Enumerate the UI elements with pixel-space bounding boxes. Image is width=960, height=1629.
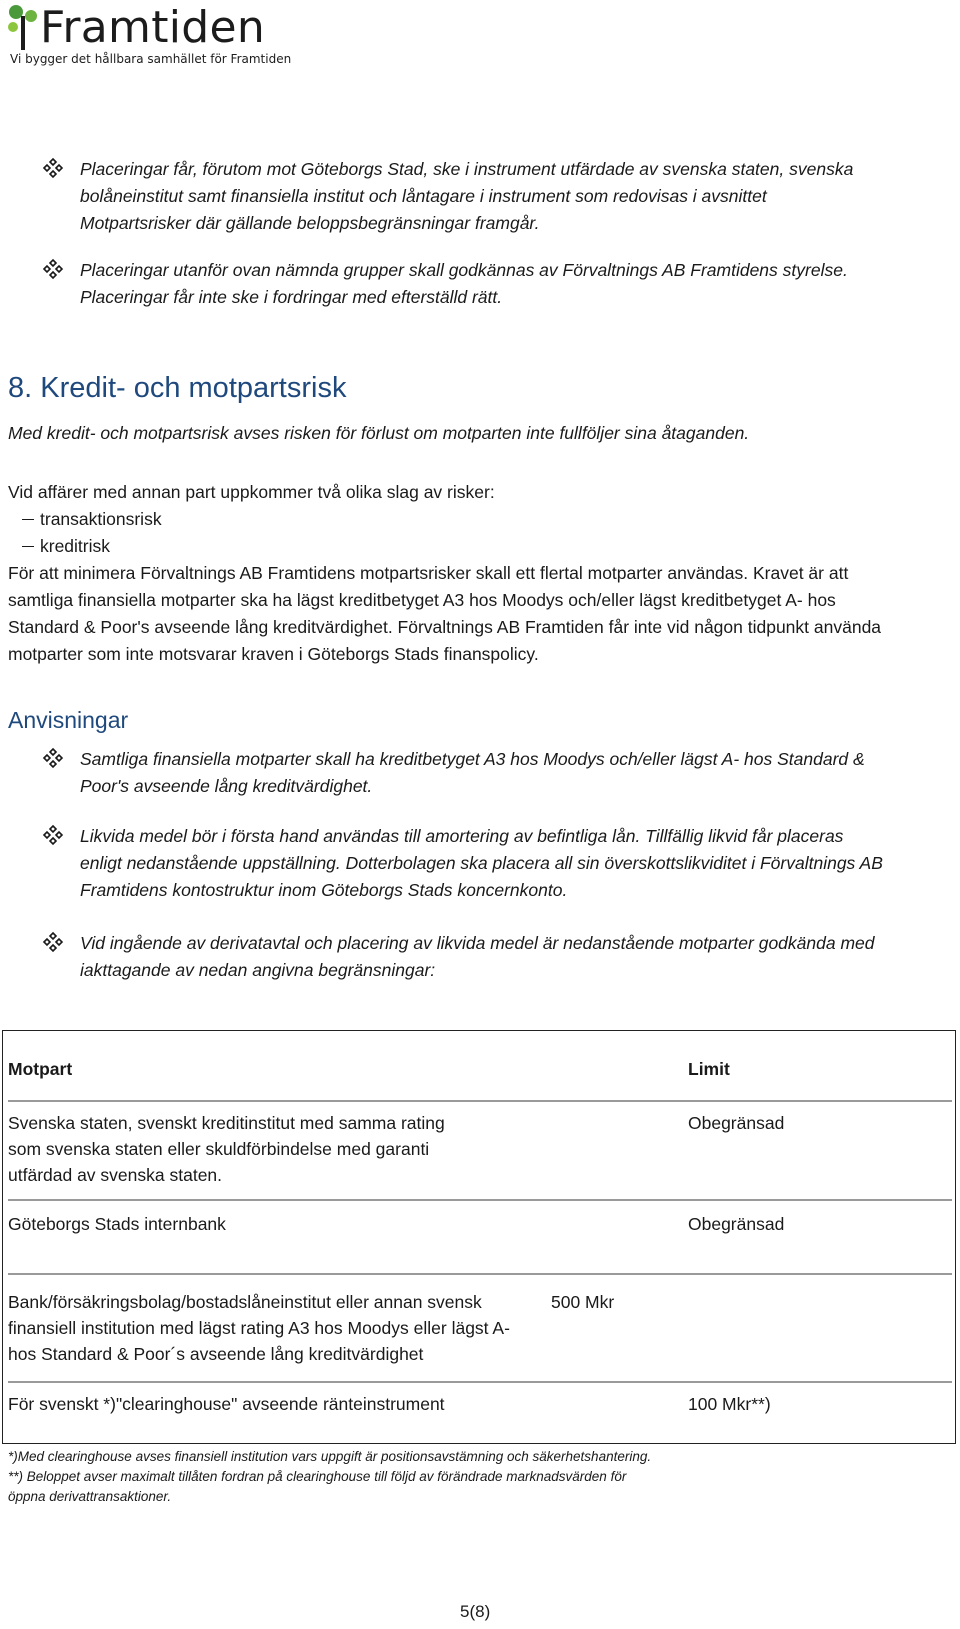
- table-row-limit: 100 Mkr**): [688, 1394, 771, 1414]
- table-row-limit: Obegränsad: [688, 1113, 785, 1133]
- page-number: 5(8): [460, 1602, 491, 1621]
- anvisning-bullet-2: Likvida medel bör i första hand användas till amortering av befintliga lån. Tillfällig likvid får placeras enligt nedanstående uppställning. Dotterbolagen ska placera all sin överskottslikviditet i Förvaltnings AB Framtidens kontostruktur inom Göteborgs Stads koncernkonto.: [80, 826, 883, 900]
- table-header-limit: Limit: [688, 1059, 730, 1079]
- table-row-motpart: Göteborgs Stads internbank: [8, 1214, 226, 1234]
- risk-item-transaktionsrisk: transaktionsrisk: [40, 509, 162, 529]
- section-8-definition: Med kredit- och motpartsrisk avses risken för förlust om motparten inte fullföljer sina åtaganden.: [8, 423, 750, 443]
- table-divider: [8, 1100, 952, 1102]
- table-row-motpart: Bank/försäkringsbolag/bostadslåneinstitut eller annan svensk finansiell institution med lägst rating A3 hos Moodys eller lägst A- hos Standard & Poor´s avseende lång kreditvärdighet: [8, 1292, 510, 1364]
- risk-item-kreditrisk: kreditrisk: [40, 536, 111, 556]
- anvisningar-heading: Anvisningar: [8, 707, 129, 733]
- table-divider: [8, 1273, 952, 1275]
- table-row-motpart: För svenskt *)"clearinghouse" avseende ränteinstrument: [8, 1394, 445, 1414]
- table-row-motpart: Svenska staten, svenskt kreditinstitut med samma rating som svenska staten eller skuldförbindelse med garanti utfärdad av svenska staten.: [8, 1113, 445, 1185]
- table-row-limit: 500 Mkr: [551, 1292, 615, 1312]
- dash-marker: [22, 546, 34, 547]
- diamond-bullet-icon: [42, 157, 64, 179]
- diamond-bullet-icon: [42, 824, 64, 846]
- table-footnotes: *)Med clearinghouse avses finansiell institution vars uppgift är positionsavstämning och säkerhetshantering. **) Beloppet avser maximalt tillåten fordran på clearinghouse till följd av förändrade marknadsvärden för öppna derivattransaktioner.: [8, 1449, 652, 1504]
- logo-tagline: Vi bygger det hållbara samhället för Framtiden: [10, 52, 292, 66]
- intro-bullet-1: Placeringar får, förutom mot Göteborgs Stad, ske i instrument utfärdade av svenska staten, svenska bolåneinstitut samt finansiella institut och låntagare i instrument som redovisas i avsnittet Motpartsrisker där gällande beloppsbegränsningar framgår.: [80, 159, 854, 233]
- anvisning-bullet-3: Vid ingående av derivatavtal och placering av likvida medel är nedanstående motparter godkända med iakttagande av nedan angivna begränsningar:: [80, 933, 875, 980]
- risks-intro: Vid affärer med annan part uppkommer två olika slag av risker:: [8, 482, 495, 502]
- section-8-heading: 8. Kredit- och motpartsrisk: [8, 372, 347, 404]
- table-divider: [8, 1199, 952, 1201]
- anvisning-bullet-1: Samtliga finansiella motparter skall ha kreditbetyget A3 hos Moodys och/eller lägst A- hos Standard & Poor's avseende lång kreditvärdighet.: [80, 749, 865, 796]
- table-row-limit: Obegränsad: [688, 1214, 785, 1234]
- diamond-bullet-icon: [42, 747, 64, 769]
- diamond-bullet-icon: [42, 258, 64, 280]
- logo-name: Framtiden: [40, 2, 266, 53]
- table-header-motpart: Motpart: [8, 1059, 73, 1079]
- diamond-bullet-icon: [42, 931, 64, 953]
- framtiden-tree-icon: [4, 2, 42, 50]
- table-divider: [8, 1381, 952, 1383]
- intro-bullet-2: Placeringar utanför ovan nämnda grupper skall godkännas av Förvaltnings AB Framtidens styrelse. Placeringar får inte ske i fordringar med efterställd rätt.: [80, 260, 848, 307]
- section-8-paragraph: För att minimera Förvaltnings AB Framtidens motpartsrisker skall ett flertal motparter användas. Kravet är att samtliga finansiella motparter ska ha lägst kreditbetyget A3 hos Moodys och/eller lägst kreditbetyget A- hos Standard & Poor's avseende lång kreditvärdighet. Förvaltnings AB Framtiden får inte vid någon tidpunkt använda motparter som inte motsvarar kraven i Göteborgs Stads finanspolicy.: [8, 563, 882, 664]
- dash-marker: [22, 519, 34, 520]
